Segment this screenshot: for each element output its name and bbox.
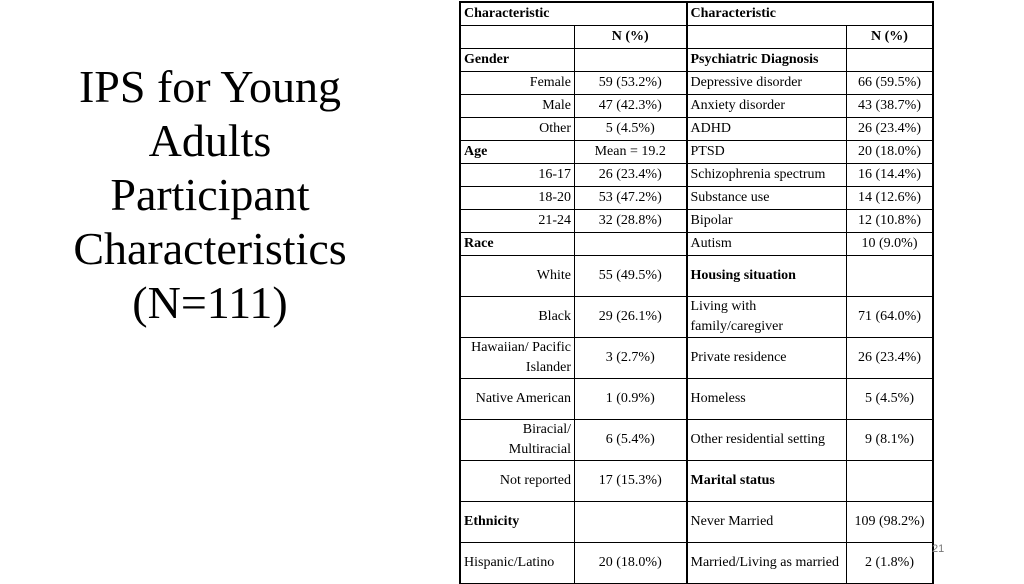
- title-line: Adults: [148, 115, 272, 166]
- table-cell: PTSD: [687, 141, 847, 164]
- table-cell: Biracial/ Multiracial: [461, 420, 575, 461]
- table-cell: Private residence: [687, 338, 847, 379]
- table-cell: [847, 256, 933, 297]
- header-characteristic-right: Characteristic: [687, 3, 933, 26]
- table-cell: 16-17: [461, 164, 575, 187]
- table-cell: 5 (4.5%): [847, 379, 933, 420]
- section-label: Psychiatric Diagnosis: [687, 49, 847, 72]
- table-header-row: [461, 26, 933, 49]
- table-cell: Male: [461, 95, 575, 118]
- table-cell: 29 (26.1%): [575, 297, 687, 338]
- table-row: [461, 338, 933, 379]
- table-row: [461, 72, 933, 95]
- table-cell: 9 (8.1%): [847, 420, 933, 461]
- table-row: [461, 141, 933, 164]
- table-header-row: [461, 3, 933, 26]
- header-characteristic-left: Characteristic: [461, 3, 687, 26]
- table-cell: [687, 26, 847, 49]
- table-cell: ADHD: [687, 118, 847, 141]
- table-row: [461, 164, 933, 187]
- table-cell: 66 (59.5%): [847, 72, 933, 95]
- table-cell: [461, 26, 575, 49]
- table-cell: Female: [461, 72, 575, 95]
- table-cell: 17 (15.3%): [575, 461, 687, 502]
- table-row: [461, 256, 933, 297]
- table-cell: 5 (4.5%): [575, 118, 687, 141]
- table-cell: 3 (2.7%): [575, 338, 687, 379]
- section-label: Housing situation: [687, 256, 847, 297]
- title-line: IPS for Young: [78, 61, 342, 112]
- table-cell: 32 (28.8%): [575, 210, 687, 233]
- table-cell: [847, 461, 933, 502]
- table-cell: [847, 49, 933, 72]
- table-cell: 16 (14.4%): [847, 164, 933, 187]
- table-cell: 59 (53.2%): [575, 72, 687, 95]
- table-row: [461, 187, 933, 210]
- section-label: Race: [461, 233, 575, 256]
- header-n-left: N (%): [575, 26, 687, 49]
- table-cell: 26 (23.4%): [575, 164, 687, 187]
- header-n-right: N (%): [847, 26, 933, 49]
- table-row: [461, 118, 933, 141]
- table-cell: Depressive disorder: [687, 72, 847, 95]
- table-row: [461, 461, 933, 502]
- table-cell: Other: [461, 118, 575, 141]
- table-cell: 43 (38.7%): [847, 95, 933, 118]
- table-cell: 14 (12.6%): [847, 187, 933, 210]
- table-row: [461, 379, 933, 420]
- table-cell: Never Married: [687, 502, 847, 543]
- table-cell: 47 (42.3%): [575, 95, 687, 118]
- table-cell: 20 (18.0%): [847, 141, 933, 164]
- table-cell: 1 (0.9%): [575, 379, 687, 420]
- table-cell: Schizophrenia spectrum: [687, 164, 847, 187]
- table-cell: Other residential setting: [687, 420, 847, 461]
- table-cell: 21-24: [461, 210, 575, 233]
- table-cell: Substance use: [687, 187, 847, 210]
- table-cell: Not reported: [461, 461, 575, 502]
- table-cell: [575, 49, 687, 72]
- table-cell: Homeless: [687, 379, 847, 420]
- table-cell: 55 (49.5%): [575, 256, 687, 297]
- table-row: [461, 233, 933, 256]
- table-cell: 12 (10.8%): [847, 210, 933, 233]
- table-row: [461, 210, 933, 233]
- table-cell: Living with family/caregiver: [687, 297, 847, 338]
- table-row: [461, 297, 933, 338]
- table-cell: 10 (9.0%): [847, 233, 933, 256]
- table-cell: 71 (64.0%): [847, 297, 933, 338]
- slide-title: [40, 60, 380, 330]
- section-label: Marital status: [687, 461, 847, 502]
- section-label: Age: [461, 141, 575, 164]
- table-cell: 109 (98.2%): [847, 502, 933, 543]
- table-cell: Bipolar: [687, 210, 847, 233]
- table-cell: 26 (23.4%): [847, 118, 933, 141]
- title-line: Characteristics: [73, 223, 347, 274]
- table-cell: 26 (23.4%): [847, 338, 933, 379]
- table-cell: 2 (1.8%): [847, 543, 933, 584]
- characteristics-table: [460, 2, 932, 576]
- table-cell: Native American: [461, 379, 575, 420]
- table-cell: Mean = 19.2: [575, 141, 687, 164]
- page-number: 21: [932, 543, 945, 555]
- table-cell: Black: [461, 297, 575, 338]
- table-row: [461, 420, 933, 461]
- table-row: [461, 95, 933, 118]
- table-cell: 20 (18.0%): [575, 543, 687, 584]
- title-line: Participant: [110, 169, 310, 220]
- table-cell: 6 (5.4%): [575, 420, 687, 461]
- table-cell: Hawaiian/ Pacific Islander: [461, 338, 575, 379]
- table-cell: [575, 502, 687, 543]
- table-cell: Married/Living as married: [687, 543, 847, 584]
- table-cell: [575, 233, 687, 256]
- title-line: (N=111): [132, 277, 288, 328]
- table-cell: Hispanic/Latino: [461, 543, 575, 584]
- table-row: [461, 49, 933, 72]
- table-cell: White: [461, 256, 575, 297]
- section-label: Gender: [461, 49, 575, 72]
- table-cell: 18-20: [461, 187, 575, 210]
- table-cell: 53 (47.2%): [575, 187, 687, 210]
- table-row: [461, 543, 933, 584]
- table-cell: Autism: [687, 233, 847, 256]
- table-cell: Anxiety disorder: [687, 95, 847, 118]
- table-row: [461, 502, 933, 543]
- section-label: Ethnicity: [461, 502, 575, 543]
